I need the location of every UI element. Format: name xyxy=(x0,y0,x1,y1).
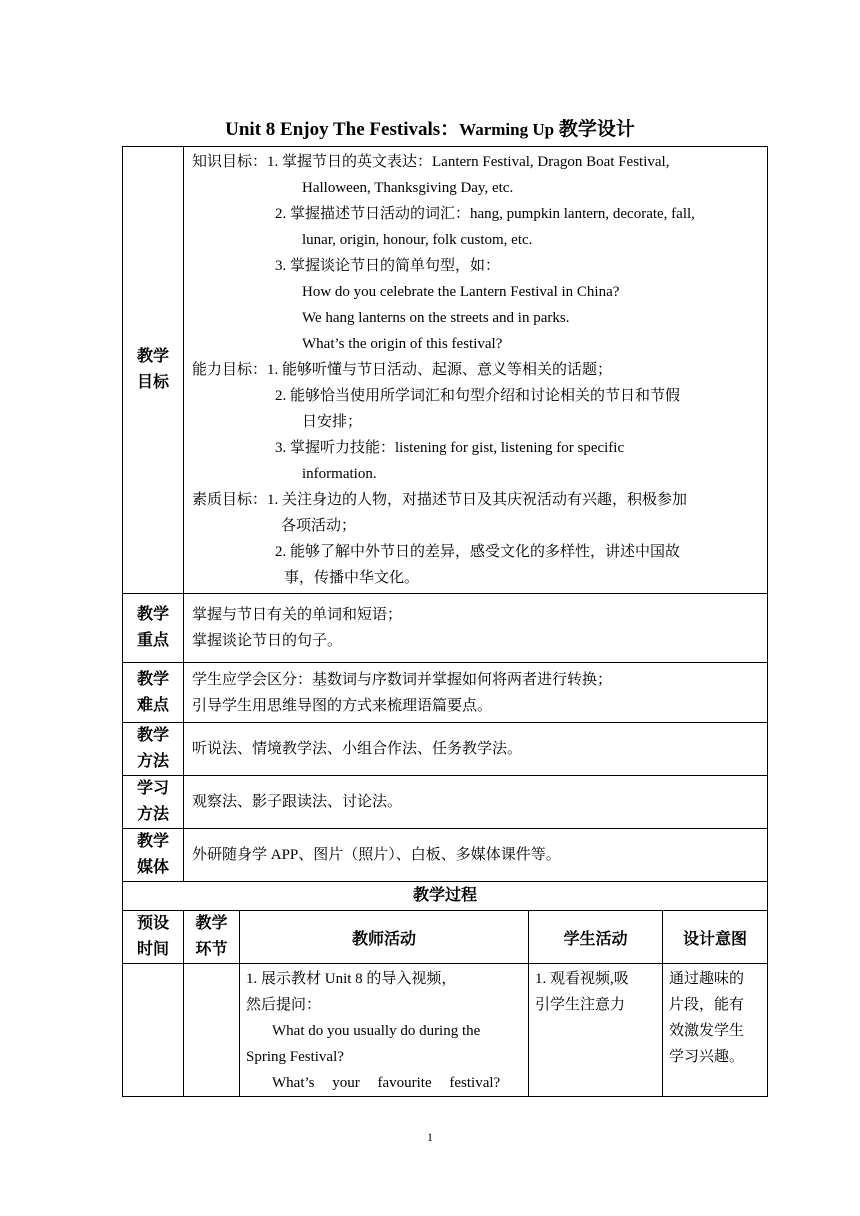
ability-goal-2: 2. 能够恰当使用所学词汇和句型介绍和讨论相关的节日和节假 xyxy=(275,388,681,404)
ability-goal-1: 能力目标：1. 能够听懂与节日活动、起源、意义等相关的话题； xyxy=(192,362,613,378)
media-content: 外研随身学 APP、图片（照片）、白板、多媒体课件等。 xyxy=(184,829,768,882)
ability-goal-3b: information. xyxy=(302,466,377,482)
student-activity: 1. 观看视频,吸 引学生注意力 xyxy=(529,964,663,1097)
quality-goal-1b: 各项活动； xyxy=(281,518,357,534)
title-main: Unit 8 Enjoy The Festivals： xyxy=(225,119,460,140)
header-step: 教学 环节 xyxy=(184,911,240,964)
document-title xyxy=(0,114,860,141)
header-intent: 设计意图 xyxy=(663,911,768,964)
knowledge-goal-3c: We hang lanterns on the streets and in parks. xyxy=(302,310,570,326)
knowledge-goal-3b: How do you celebrate the Lantern Festival in China? xyxy=(302,284,620,300)
methods-label: 教学 方法 xyxy=(123,723,184,776)
goals-content xyxy=(184,147,768,594)
learning-row xyxy=(123,776,768,829)
knowledge-goal-3: 3. 掌握谈论节日的简单句型，如： xyxy=(275,258,501,274)
ability-goal-3: 3. 掌握听力技能：listening for gist, listening for specific xyxy=(275,440,625,456)
process-step-cell xyxy=(184,964,240,1097)
knowledge-goal-2b: lunar, origin, honour, folk custom, etc. xyxy=(302,232,533,248)
focus-row xyxy=(123,594,768,663)
title-tail: 教学设计 xyxy=(554,119,635,140)
difficulty-row xyxy=(123,663,768,723)
process-time-cell xyxy=(123,964,184,1097)
learning-label: 学习 方法 xyxy=(123,776,184,829)
goals-row xyxy=(123,147,768,594)
learning-content: 观察法、影子跟读法、讨论法。 xyxy=(184,776,768,829)
page-number: 1 xyxy=(427,1130,433,1144)
difficulty-content: 学生应学会区分：基数词与序数词并掌握如何将两者进行转换； 引导学生用思维导图的方式来梳理语篇要点。 xyxy=(184,663,768,723)
methods-content: 听说法、情境教学法、小组合作法、任务教学法。 xyxy=(184,723,768,776)
goals-label: 教学 目标 xyxy=(123,147,184,594)
ability-goal-2b: 日安排； xyxy=(302,414,363,430)
media-label: 教学 媒体 xyxy=(123,829,184,882)
process-title: 教学过程 xyxy=(123,882,768,911)
knowledge-goal-1: 知识目标：1. 掌握节日的英文表达：Lantern Festival, Dragon Boat Festival, xyxy=(192,154,670,170)
teacher-activity: 1. 展示教材 Unit 8 的导入视频， 然后提问： What do you usually do during the Spring Festival? What’s your favourite festival? xyxy=(240,964,529,1097)
focus-content: 掌握与节日有关的单词和短语； 掌握谈论节日的句子。 xyxy=(184,594,768,663)
header-time: 预设 时间 xyxy=(123,911,184,964)
media-row xyxy=(123,829,768,882)
knowledge-goal-1b: Halloween, Thanksgiving Day, etc. xyxy=(302,180,514,196)
lesson-plan-table xyxy=(122,146,768,1097)
header-teacher: 教师活动 xyxy=(240,911,529,964)
quality-goal-2: 2. 能够了解中外节日的差异，感受文化的多样性，讲述中国故 xyxy=(275,544,681,560)
process-row xyxy=(123,964,768,1097)
title-sub: Warming Up xyxy=(459,120,555,139)
quality-goal-1: 素质目标：1. 关注身边的人物，对描述节日及其庆祝活动有兴趣，积极参加 xyxy=(192,492,688,508)
methods-row xyxy=(123,723,768,776)
process-header-row xyxy=(123,911,768,964)
quality-goal-2b: 事，传播中华文化。 xyxy=(284,570,420,586)
knowledge-goal-2: 2. 掌握描述节日活动的词汇：hang, pumpkin lantern, decorate, fall, xyxy=(275,206,695,222)
difficulty-label: 教学 难点 xyxy=(123,663,184,723)
knowledge-goal-3d: What’s the origin of this festival? xyxy=(302,336,503,352)
design-intent: 通过趣味的 片段，能有 效激发学生 学习兴趣。 xyxy=(663,964,768,1097)
process-title-row xyxy=(123,882,768,911)
focus-label: 教学 重点 xyxy=(123,594,184,663)
header-student: 学生活动 xyxy=(529,911,663,964)
